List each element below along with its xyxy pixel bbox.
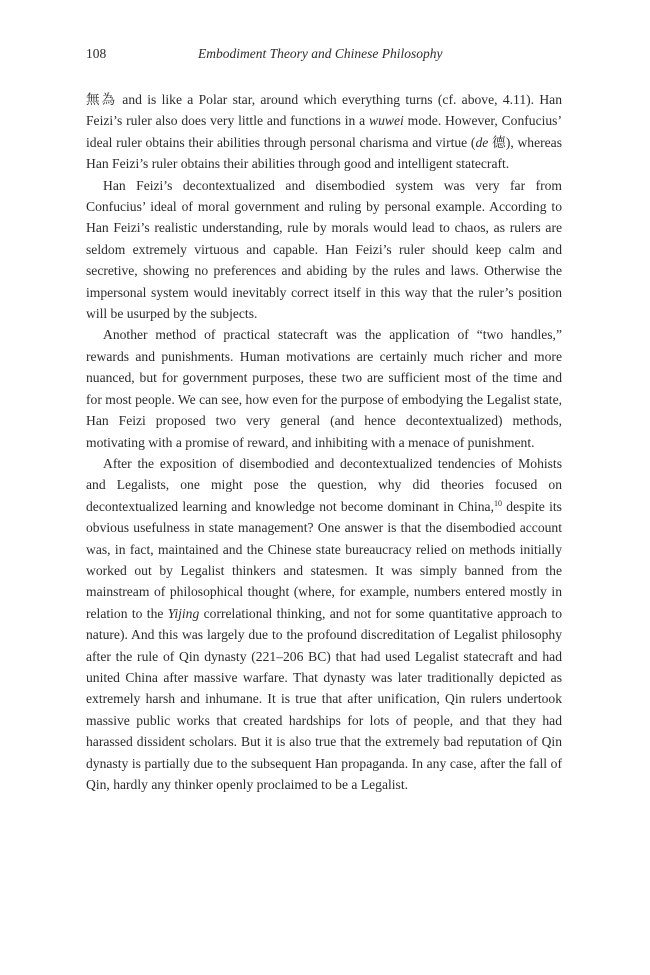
- body-text: [86, 89, 562, 795]
- text-run: despite its obvious usefulness in state management? One answer is that the disembodied account was, in fact, maintained and the Chinese state bureaucracy relied on methods initially worked out by Legalist thinkers and statesmen. It was simply banned from the mainstream of philosophical thought (where, for example, numbers entered mostly in relation to the: [86, 498, 562, 621]
- paragraph: [86, 89, 562, 175]
- text-run: After the exposition of disembodied and decontextualized tendencies of Mohists and Legalists, one might pose the question, why did theories focused on decontextualized learning and knowledge not become dominant in China,: [86, 455, 562, 514]
- running-title: Embodiment Theory and Chinese Philosophy: [198, 46, 443, 61]
- paragraph: [86, 453, 562, 796]
- page-number: 108: [86, 46, 107, 61]
- book-page: [86, 0, 562, 975]
- text-run: 無為 and is like a Polar star, around which everything turns (cf. above, 4.11). Han Feizi’s ruler also does very little and functions in a: [86, 92, 562, 129]
- text-run: 德), whereas Han Feizi’s ruler obtains their abilities through good and intelligent statecraft.: [86, 134, 562, 172]
- paragraph: [86, 175, 562, 325]
- text-run: Han Feizi’s decontextualized and disembodied system was very far from Confucius’ ideal of moral government and ruling by personal example. According to Han Feizi’s realistic understanding, rule by morals would lead to chaos, as rulers are seldom extremely virtuous and capable. Han Feizi’s ruler should keep calm and secretive, showing no preferences and abiding by the rules and laws. Otherwise the impersonal system would inevitably correct itself in this way that the ruler’s position will be usurped by the subjects.: [86, 177, 562, 322]
- text-run: Another method of practical statecraft was the application of “two handles,” rewards and punishments. Human motivations are certainly much richer and more nuanced, but for government purposes, these two are sufficient most of the time and for most people. We can see, how even for the purpose of embodying the Legalist state, Han Feizi proposed two very general (and hence decontextualized) methods, motivating with a promise of reward, and inhibiting with a menace of punishment.: [86, 327, 562, 450]
- paragraph: [86, 324, 562, 452]
- footnote-marker[interactable]: 10: [493, 498, 502, 508]
- italic-term: Yijing: [167, 605, 200, 621]
- italic-term: de: [475, 134, 489, 150]
- text-run: mode. However, Confucius’ ideal ruler obtains their abilities through personal charisma and virtue (: [86, 113, 562, 150]
- running-header: [86, 46, 562, 64]
- text-run: correlational thinking, and not for some quantitative approach to nature). And this was largely due to the profound discreditation of Legalist philosophy after the rule of Qin dynasty (221–206 BC) that had used Legalist statecraft and had united China after massive warfare. That dynasty was later traditionally depicted as extremely harsh and inhumane. It is true that after unification, Qin rulers undertook massive public works that created hardships for lots of people, and that they had harassed dissident scholars. But it is also true that the extremely bad reputation of Qin dynasty is partially due to the subsequent Han propaganda. In any case, after the fall of Qin, hardly any thinker openly proclaimed to be a Legalist.: [86, 605, 562, 792]
- italic-term: wuwei: [369, 113, 404, 129]
